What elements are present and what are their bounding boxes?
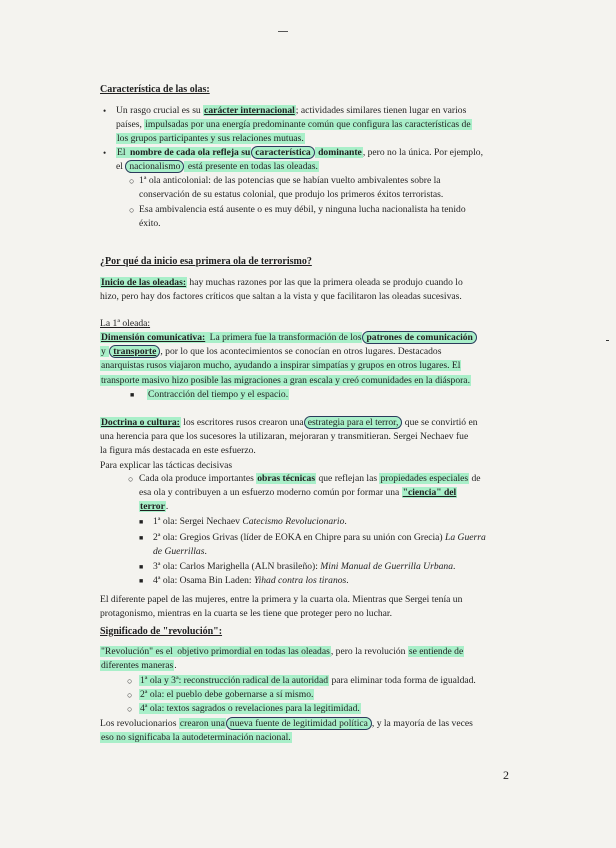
text-line [116,118,517,132]
text-run: . [346,575,349,586]
text-run: ; actividades similares tienen lugar en varios [295,105,467,116]
text-run: Esa ambivalencia está ausente o es muy débil, y ninguna lucha nacionalista ha tenido [139,204,466,215]
text-run: conservación de su estatus colonial, que produjo los primeros éxitos terroristas. [139,189,444,201]
text-run: 1ª ola: Sergei Nechaev [153,516,243,527]
sub-bullet: ○ [129,205,135,215]
text-line [100,731,518,745]
text-run: , pero la revolución [330,646,408,657]
text-run: diferentes maneras [101,660,174,672]
text-line [147,388,517,402]
text-line [100,645,518,659]
text-line [100,444,518,458]
text-run: 2ª ola: el pueblo debe gobernarse a sí mismo. [140,689,314,700]
text-run: 1ª ola anticolonial: de las potencias que se habían vuelto ambivalentes sobre la [139,175,441,186]
text-run: se entiende de [408,646,464,657]
text-line [139,688,517,702]
text-run: que reflejan las [316,473,380,484]
sub-bullet-text [139,174,517,202]
text-line [100,459,518,473]
text-run: los grupos participantes y sus relaciones mutuas. [117,133,304,145]
text-run: propiedades especiales [380,473,469,484]
text-line [100,276,518,290]
sub-bullet-text [139,203,517,231]
text-line [100,359,518,373]
text-run: hay muchas razones por las que la primera oleada se produjo cuando lo [187,277,463,288]
text-run: que se convirtió en [402,417,478,428]
text-run: "Revolución" es el [101,646,176,657]
text-line [116,146,517,160]
text-run: dominante [315,147,362,158]
text-line [153,574,517,588]
text-run: países, [116,119,145,131]
text-run: crearon una [179,718,225,729]
text-line [100,717,518,731]
text-line [153,515,517,529]
text-run: 1ª ola y 3ª: reconstrucción radical de la autoridad [140,675,329,686]
text-run: esa ola y contribuyen a un esfuerzo moderno común por formar una [139,487,402,499]
text-run: para eliminar toda forma de igualdad. [329,675,476,686]
text-line [139,203,517,217]
text-run: , pero no la única. Por ejemplo, [362,147,483,158]
text-line [100,430,518,444]
text-run: . [453,561,456,572]
text-run: obras técnicas [257,473,316,484]
text-run: Inicio de las oleadas: [101,277,187,288]
bullet: • [103,106,107,116]
text-run: los escritores rusos crearon una [180,417,304,428]
text-line [139,174,517,188]
text-run: estrategia para el terror, [304,416,403,429]
text-run: protagonismo, mientras en la cuarta se les tiene que proteger pero no luchar. [100,608,392,620]
square-bullet: ■ [139,577,144,585]
text-run: está presente en todas las oleadas. [185,161,318,173]
text-line [100,374,518,388]
text-line [139,472,517,486]
text-run: La primera fue la transformación de los [207,332,362,343]
text-run: . [344,516,347,527]
text-run: una herencia para que los sucesores la utilizaran, mejoraran y transmitieran. Sergei Nechaev fue [100,431,469,443]
text-line [100,416,518,430]
sub-bullet: ○ [127,690,133,700]
text-run: y [101,346,109,358]
text-run: Yihad contra los tiranos [253,575,347,586]
square-bullet: ■ [130,391,135,399]
text-run: objetivo primordial en todas las oleadas [177,646,330,657]
text-line [139,188,517,202]
page-number: 2 [503,768,509,782]
text-run: , y la mayoría de las veces [371,718,473,729]
text-run: hizo, pero hay dos factores críticos que saltan a la vista y que facilitaron las oleadas sucesivas. [100,291,462,303]
square-bullet: ■ [139,534,144,542]
text-line [139,486,517,500]
text-run: El diferente papel de las mujeres, entre la primera y la cuarta ola. Mientras que Sergei tenía un [100,594,463,605]
scan-mark [278,31,288,32]
text-line [116,104,517,118]
text-run: . [174,660,177,672]
text-run: . [165,501,169,513]
text-run: característica [251,146,314,159]
paragraph [100,276,518,304]
text-run: carácter internacional [204,105,295,116]
text-line [153,560,517,574]
sub-bullet: ○ [128,474,134,484]
text-run: el [116,161,126,173]
sub-bullet-text [139,674,517,688]
paragraph [100,331,518,388]
text-run: terror [140,501,165,513]
text-run: Catecismo Revolucionario [242,516,345,527]
text-line [116,132,517,146]
text-run: anarquistas rusos viajaron mucho, ayudando a inspirar simpatías y grupos en otros lugares. El [101,360,461,372]
text-run: éxito. [139,218,161,230]
text-run: 4ª ola: textos sagrados o revelaciones para la legitimidad. [140,703,360,714]
bullet-text [147,388,517,402]
scan-mark [606,340,609,341]
text-run: nombre de cada ola refleja su [129,147,251,158]
paragraph [100,717,518,745]
section-title: Significado de "revolución": [100,626,223,637]
text-run: El [117,147,128,158]
text-line [100,290,518,304]
text-line [139,217,517,231]
square-bullet: ■ [139,518,144,526]
sub-bullet-text [139,688,517,702]
bullet-text [153,560,517,574]
text-line [139,674,517,688]
text-line [153,531,517,545]
sub-bullet: ○ [127,704,133,714]
text-run: Dimensión comunicativa: [101,332,206,343]
text-line [100,345,518,359]
bullet-text [116,104,517,147]
text-run: nacionalismo [125,160,184,173]
bullet: • [103,148,107,158]
sub-bullet-text [139,472,517,515]
text-run: la figura más destacada en este esfuerzo. [100,445,256,457]
text-line [139,500,517,514]
text-run: Mini Manual de Guerrilla Urbana [320,561,454,572]
section-title: ¿Por qué da inicio esa primera ola de terrorismo? [100,256,312,267]
text-line [100,331,518,345]
text-run: . [204,546,207,558]
text-run: nueva fuente de legitimidad política [226,717,372,730]
text-run: Un rasgo crucial es su [116,105,204,116]
text-run: transporte [109,345,160,358]
bullet-text [153,515,517,529]
text-run: Cada ola produce importantes [139,473,257,484]
text-run: Los revolucionarios [100,718,179,729]
text-run: 4ª ola: Osama Bin Laden: [153,575,254,586]
sub-bullet: ○ [129,176,135,186]
text-line [100,659,518,673]
text-run: transporte masivo hizo posible las migraciones a gran escala y creó comunidades en la diáspora. [101,374,470,386]
paragraph [100,593,518,621]
text-line [100,593,518,607]
text-run: Doctrina o cultura: [101,417,180,428]
text-line [153,545,517,559]
text-run: eso no significaba la autodeterminación nacional. [101,732,291,744]
text-run: de [469,473,481,484]
bullet-text [116,146,517,174]
subsection-label: La 1ª oleada: [100,318,151,329]
text-run: , por lo que los acontecimientos se conocían en otros lugares. Destacados [160,346,442,358]
sub-bullet-text [139,702,517,716]
sub-bullet: ○ [127,676,133,686]
bullet-text [153,574,517,588]
text-line [116,160,517,174]
text-run: patrones de comunicación [362,331,476,344]
text-run: de Guerrillas [153,546,205,558]
square-bullet: ■ [139,563,144,571]
paragraph [100,416,518,473]
text-line [100,607,518,621]
text-run: 2ª ola: Gregios Grivas (líder de EOKA en Chipre para su unión con Grecia) [153,532,445,543]
text-run: La Guerra [444,532,486,543]
section-title: Característica de las olas: [100,84,210,95]
text-run: "ciencia" del [402,487,457,499]
text-run: 3ª ola: Carlos Marighella (ALN brasileño): [153,561,321,572]
text-run: impulsadas por una energía predominante común que configura las características de [145,119,471,131]
paragraph [100,645,518,673]
bullet-text [153,531,517,559]
text-run: Para explicar las tácticas decisivas [100,459,233,471]
text-line [139,702,517,716]
text-run: Contracción del tiempo y el espacio. [148,389,289,400]
